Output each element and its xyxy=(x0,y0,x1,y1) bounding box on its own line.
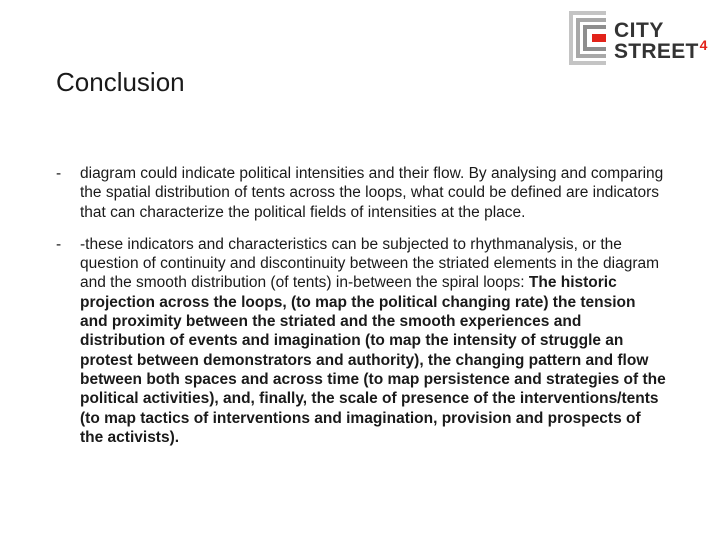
slide-title: Conclusion xyxy=(56,67,185,97)
logo-line-city: CITY xyxy=(614,19,664,42)
logo-line-street xyxy=(614,37,708,63)
logo-mark-icon xyxy=(566,10,612,66)
bullet-list xyxy=(56,164,666,460)
logo-wordmark xyxy=(614,20,708,63)
bullet-text: diagram could indicate political intensities and their flow. By analysing and comparing the spatial distribution of tents across the loops, what could be defined are indicators that can characterize the political fields of intensities at the place. xyxy=(80,165,664,221)
bullet-item xyxy=(56,235,666,447)
city-street-logo xyxy=(566,10,712,66)
bullet-marker: - xyxy=(56,165,62,182)
bullet-bold-text: The historic projection across the loops, (to map the political changing rate) the tension and proximity between the striated and the smooth experiences and distribution of events and imagination (to map the intensity of struggle an protest between demonstrators and authority), the changing pattern and flow between both spaces and across time (to map persistence and strategies of the political activities), and, finally, the scale of presence of the interventions/tents (to map tactics of interventions and imagination, provision and prospects of the activists). xyxy=(80,274,666,446)
bullet-item xyxy=(56,164,666,222)
bullet-marker: - xyxy=(56,235,62,253)
bullet-text: -these indicators and characteristics can be subjected to rhythmanalysis, or the question of continuity and discontinuity between the striated elements in the diagram and the smooth distribution (of tents) in-between the spiral loops: xyxy=(80,235,660,292)
logo-word-street: STREET xyxy=(614,40,699,63)
logo-number: 4 xyxy=(699,37,708,53)
